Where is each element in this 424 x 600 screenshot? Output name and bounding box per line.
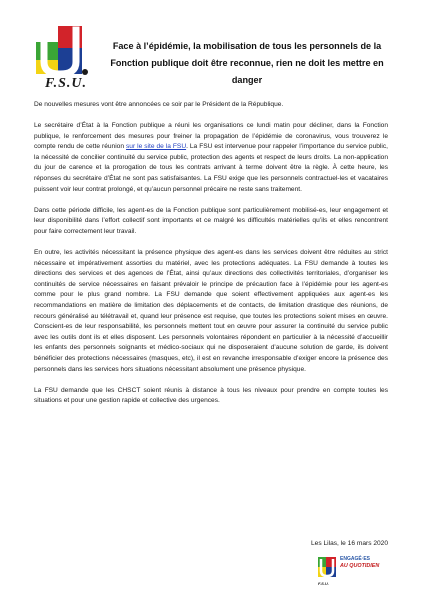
- paragraph-intro: De nouvelles mesures vont être annoncées ce soir par le Président de la République.: [34, 101, 284, 108]
- paragraph-meeting-continued: . La FSU est intervenue pour rappeler l’importance du service public, la nécessité de concilier continuité du service public, protection des agents et respect de leurs droits. La non-application du jour de carence et la prorogation de tous les contrats arrivant à terme doivent être la règle. À cette heure, les réponses du secrétaire d’État ne sont pas satisfaisantes. La FSU exige que les personnels contractuel-les et vacataires puissent voir leur contrat prolongé, et qu’aucun personnel précaire ne reste sans traitement.: [34, 143, 388, 193]
- engaged-badge: [316, 552, 396, 588]
- paragraph-protections: En outre, les activités nécessitant la présence physique des agent-es dans les services doivent être réduites au strict nécessaire et impérativement assorties du matériel, avec les protections adéquates. La FSU demande à toutes les directions des services et des agences de l’État, ainsi qu’aux directions des collectivités territoriales, d’organiser les continuités de service nécessaires en faisant prévaloir le principe de précaution face à l’épidémie pour les agent-es comme pour le plus grand nombre. La FSU demande que soient effectivement appliquées aux agent-es les recommandations en matière de limitation des déplacements et de contacts, de limitation drastique des réunions, de recours généralisé au télétravail et, quand leur présence est requise, que toutes les protections soient mises en œuvre. Conscient-es de leur responsabilité, les personnels mettent tout en œuvre pour assurer la continuité du service public avec les outils dont ils et elles disposent. Les personnels volontaires répondent en particulier à la nécessité d’accueillir les enfants des personnels soignants et médico-sociaux qui ne disposeraient d’aucune solution de garde, ils doivent bénéficier des protections nécessaires (masques, etc), il est en revanche irresponsable d’exiger encore la présence des personnels dans les services hors situations nécessitant absolument une présence physique.: [34, 249, 388, 373]
- badge-logo-text: F.S.U.: [318, 581, 329, 586]
- paragraph-chsct: La FSU demande que les CHSCT soient réunis à distance à tous les niveaux pour prendre en compte toutes les situations et pour une gestion rapide et collective des urgences.: [34, 386, 388, 405]
- article-body: [34, 100, 388, 417]
- badge-line-1: ENGAGÉ·ES: [340, 556, 371, 562]
- date-signature: Les Lilas, le 16 mars 2020: [311, 540, 388, 547]
- paragraph-meeting-text: Le secrétaire d’État à la Fonction publique a réuni les organisations ce lundi matin pour décliner, dans la Fonction publique, le renforcement des mesures pour freiner la propagation de l’épidémie de coronavirus, vous trouverez le compte rendu de cette réunion: [34, 122, 388, 151]
- paragraph-mobilisation: Dans cette période difficile, les agent-es de la Fonction publique sont particulièrement mobilisé-es, leur engagement et leur disponibilité dans l’effort collectif sont importants et ce malgré les difficultés matérielles qu’ils et elles rencontrent pour faire correctement leur travail.: [34, 206, 388, 235]
- fsu-logo-mark: [30, 22, 100, 78]
- fsu-logo: [30, 22, 100, 92]
- fsu-site-link[interactable]: sur le site de la FSU: [126, 143, 187, 151]
- page-title: Face à l’épidémie, la mobilisation de tous les personnels de la Fonction publique doit être reconnue, rien ne doit les mettre en danger: [110, 41, 384, 85]
- paragraph-meeting: [34, 121, 388, 195]
- badge-text: [340, 556, 396, 570]
- badge-line-2: AU QUOTIDIEN: [340, 563, 380, 569]
- logo-text: F.S.U.: [45, 76, 87, 91]
